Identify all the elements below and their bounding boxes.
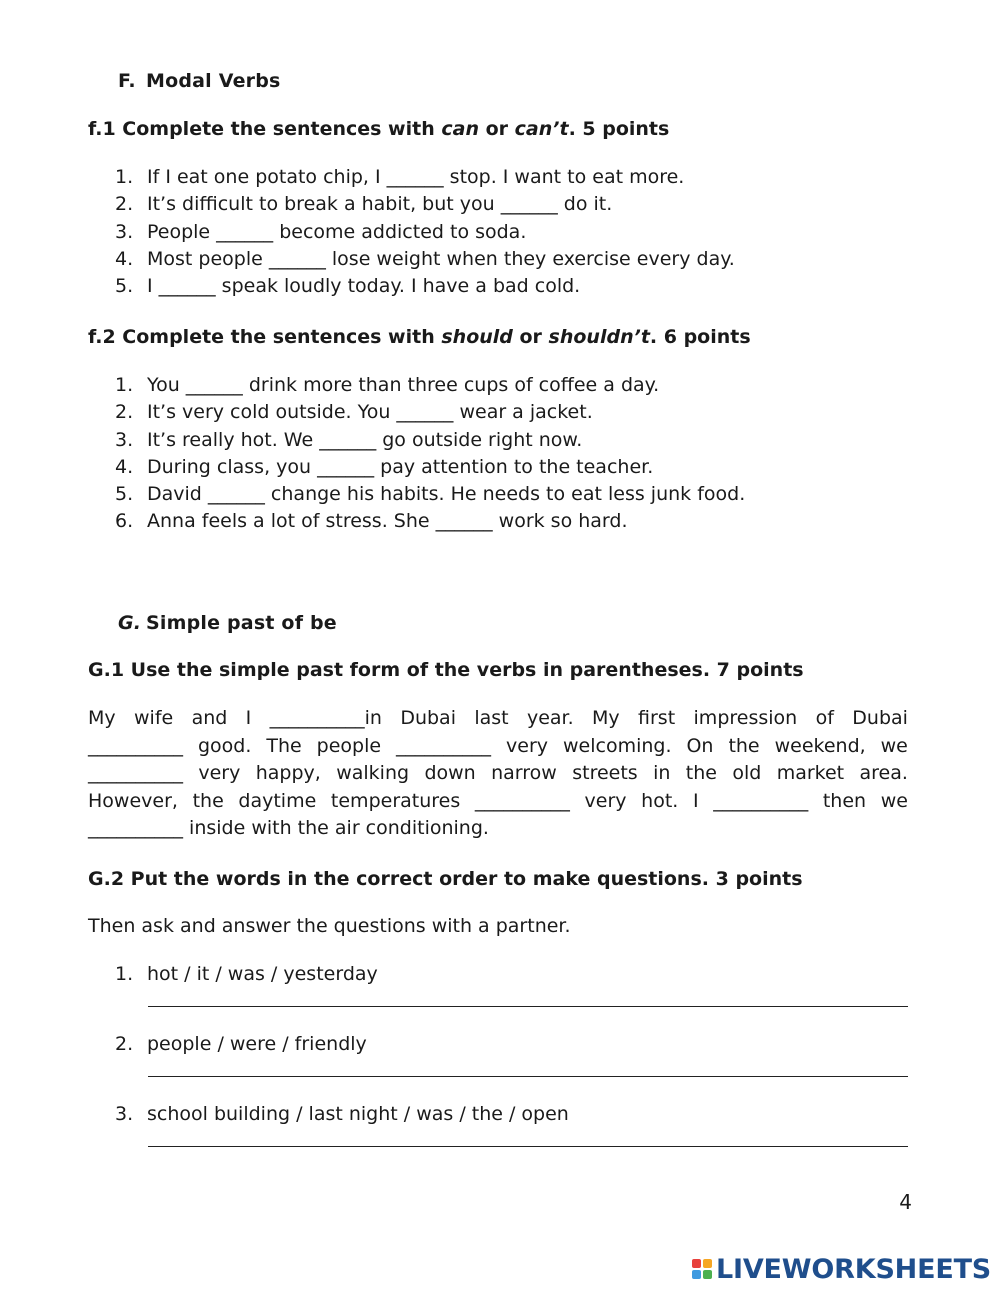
word: I	[245, 707, 252, 729]
f2-heading-suffix: . 6 points	[649, 326, 751, 348]
g2-question	[115, 963, 378, 985]
f2-heading-mid: or	[512, 326, 549, 348]
word: welcoming.	[562, 734, 672, 757]
word: hot.	[641, 789, 679, 812]
list-item	[115, 246, 735, 273]
list-item	[115, 454, 745, 481]
word: Dubai	[400, 707, 456, 729]
item-text: People ______ become addicted to soda.	[147, 220, 527, 243]
logo-square	[692, 1259, 701, 1268]
word: __________	[474, 789, 570, 812]
list-item	[115, 191, 735, 218]
section-g-title	[118, 612, 337, 634]
item-number: 2.	[115, 401, 134, 424]
f2-heading-word2: shouldn’t	[548, 326, 650, 348]
word: the	[192, 789, 224, 812]
item-text: If I eat one potato chip, I ______ stop. I want to eat more.	[147, 166, 685, 188]
item-text: Anna feels a lot of stress. She ______ work so hard.	[147, 510, 628, 533]
item-text: It’s difficult to break a habit, but you ______ do it.	[147, 193, 613, 216]
liveworksheets-logo	[692, 1252, 991, 1286]
list-item	[115, 481, 745, 508]
item-text: I ______ speak loudly today. I have a bad cold.	[147, 275, 581, 298]
item-number: 3.	[115, 220, 134, 243]
word: we	[880, 734, 908, 757]
answer-line[interactable]	[148, 1146, 908, 1147]
word: __________	[88, 734, 183, 757]
word: weekend,	[774, 734, 866, 757]
word: daytime	[238, 789, 317, 812]
item-number: 1.	[115, 963, 134, 985]
f1-list	[115, 164, 735, 300]
g2-heading: G.2 Put the words in the correct order to make questions. 3 points	[88, 868, 803, 890]
item-number: 2.	[115, 193, 134, 216]
word: narrow	[491, 762, 557, 784]
list-item	[115, 219, 735, 246]
word: My	[592, 707, 620, 729]
item-number: 3.	[115, 1103, 134, 1125]
word: __________	[396, 734, 492, 757]
f1-heading-word2: can’t	[514, 118, 569, 140]
g1-line: __________ inside with the air conditioning.	[88, 817, 489, 839]
item-number: 4.	[115, 455, 134, 478]
word: the	[728, 734, 760, 757]
g2-instruction: Then ask and answer the questions with a partner.	[88, 915, 571, 937]
word: wife	[134, 707, 174, 729]
word: I	[692, 789, 699, 812]
list-item	[115, 427, 745, 454]
word: area.	[859, 762, 908, 784]
item-number: 2.	[115, 1033, 134, 1055]
item-number: 6.	[115, 510, 134, 533]
word: year.	[526, 707, 574, 729]
word: On	[686, 734, 714, 757]
f1-heading-prefix: f.1 Complete the sentences with	[88, 118, 442, 140]
list-item	[115, 399, 745, 426]
word: people	[316, 734, 382, 757]
logo-square	[703, 1270, 712, 1279]
answer-line[interactable]	[148, 1076, 908, 1077]
item-text: Most people ______ lose weight when they exercise every day.	[147, 247, 735, 270]
word: __________	[713, 789, 809, 812]
f1-heading-suffix: . 5 points	[568, 118, 670, 140]
g1-line	[88, 733, 908, 761]
item-number: 1.	[115, 166, 134, 188]
item-number: 5.	[115, 275, 134, 298]
list-item	[115, 508, 745, 535]
logo-text: LIVEWORKSHEETS	[716, 1253, 992, 1285]
logo-square	[703, 1259, 712, 1268]
g1-heading: G.1 Use the simple past form of the verbs in parentheses. 7 points	[88, 659, 804, 681]
word: walking	[336, 762, 410, 784]
word: down	[424, 762, 476, 784]
g1-paragraph	[88, 705, 908, 843]
word: very	[506, 734, 549, 757]
item-text: During class, you ______ pay attention to the teacher.	[147, 455, 654, 478]
list-item	[115, 273, 735, 300]
word: __________in	[269, 707, 382, 729]
f2-heading	[88, 326, 751, 348]
item-text: people / were / friendly	[147, 1033, 367, 1055]
g1-line	[88, 760, 908, 788]
word: streets	[572, 762, 638, 784]
word: old	[732, 762, 762, 784]
word: we	[880, 789, 908, 812]
word: good.	[197, 734, 252, 757]
word: very	[198, 762, 241, 784]
word: However,	[88, 789, 178, 812]
item-text: It’s very cold outside. You ______ wear a jacket.	[147, 401, 593, 424]
section-f-number: F.	[118, 70, 136, 92]
word: in	[653, 762, 671, 784]
f2-heading-prefix: f.2 Complete the sentences with	[88, 326, 442, 348]
word: of	[815, 707, 834, 729]
list-item	[115, 164, 735, 191]
word: then	[822, 789, 867, 812]
item-number: 3.	[115, 428, 134, 451]
word: My	[88, 707, 116, 729]
item-text: David ______ change his habits. He needs to eat less junk food.	[147, 483, 746, 506]
section-f-title	[118, 70, 281, 92]
word: temperatures	[330, 789, 461, 812]
item-text: hot / it / was / yesterday	[147, 963, 378, 985]
g2-question	[115, 1103, 569, 1125]
item-text: school building / last night / was / the / open	[147, 1103, 569, 1125]
logo-mark-icon	[692, 1259, 712, 1279]
word: impression	[693, 707, 798, 729]
f2-list	[115, 372, 745, 536]
item-text: It’s really hot. We ______ go outside right now.	[147, 428, 583, 451]
word: market	[776, 762, 845, 784]
page-number: 4	[899, 1190, 912, 1214]
word: happy,	[255, 762, 321, 784]
section-g-label: Simple past of be	[146, 612, 337, 634]
word: Dubai	[852, 707, 908, 729]
f1-heading	[88, 118, 669, 140]
item-number: 5.	[115, 483, 134, 506]
word: first	[638, 707, 676, 729]
f2-heading-word1: should	[441, 326, 513, 348]
word: the	[685, 762, 717, 784]
f1-heading-mid: or	[478, 118, 515, 140]
list-item	[115, 372, 745, 399]
g2-question	[115, 1033, 367, 1055]
word: last	[474, 707, 509, 729]
word: and	[191, 707, 228, 729]
word: very	[584, 789, 627, 812]
section-f-label: Modal Verbs	[146, 70, 281, 92]
word: The	[266, 734, 302, 757]
item-number: 4.	[115, 247, 134, 270]
logo-square	[692, 1270, 701, 1279]
g1-line	[88, 788, 908, 816]
item-number: 1.	[115, 374, 134, 396]
f1-heading-word1: can	[441, 118, 479, 140]
g1-line	[88, 705, 908, 733]
item-text: You ______ drink more than three cups of coffee a day.	[147, 374, 660, 396]
word: __________	[88, 762, 183, 784]
section-g-number: G.	[118, 612, 142, 634]
answer-line[interactable]	[148, 1006, 908, 1007]
